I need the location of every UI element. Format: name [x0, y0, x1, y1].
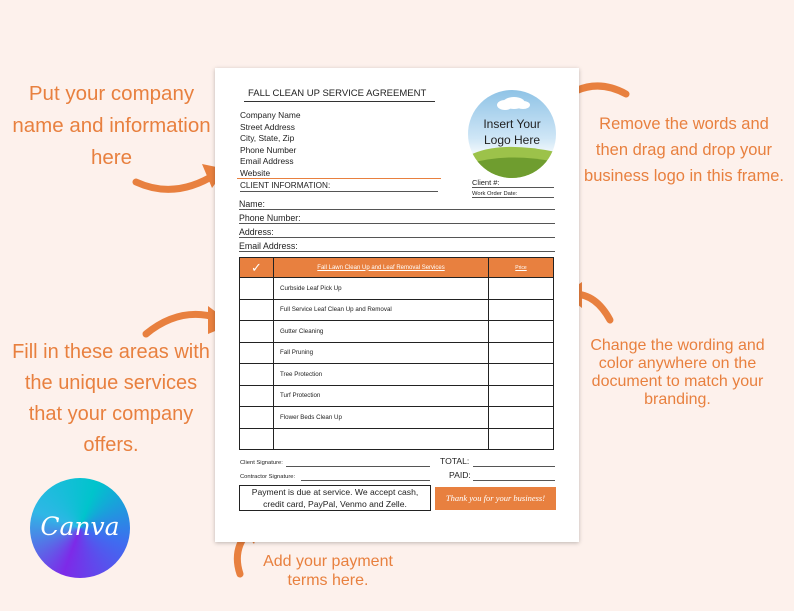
document-title: FALL CLEAN UP SERVICE AGREEMENT [244, 88, 435, 102]
service-cell[interactable]: Fall Pruning [274, 342, 489, 364]
service-cell[interactable]: Tree Protection [274, 364, 489, 386]
callout-services: Fill in these areas with the unique services that your company offers. [12, 341, 210, 456]
table-row [240, 385, 554, 407]
price-cell[interactable] [489, 364, 554, 386]
client-signature-line[interactable] [286, 466, 430, 467]
check-cell[interactable] [240, 321, 274, 343]
company-phone: Phone Number [240, 144, 297, 155]
company-city: City, State, Zip [240, 133, 295, 143]
table-row [240, 342, 554, 364]
company-info [240, 110, 301, 179]
canva-logo-text: Canva [40, 512, 120, 541]
canva-logo [30, 478, 130, 578]
price-header: Price [489, 258, 554, 278]
contractor-signature-line[interactable] [301, 480, 430, 481]
check-cell[interactable] [240, 342, 274, 364]
check-header [240, 258, 274, 278]
callout-branding: Change the wording and color anywhere on the document to match your branding. [590, 337, 765, 408]
check-cell[interactable] [240, 407, 274, 429]
logo-placeholder-text [468, 116, 556, 148]
table-row [240, 299, 554, 321]
service-cell[interactable]: Flower Beds Clean Up [274, 407, 489, 429]
price-cell[interactable] [489, 321, 554, 343]
service-header: Fall Lawn Clean Up and Leaf Removal Services [274, 258, 489, 278]
service-cell[interactable]: Full Service Leaf Clean Up and Removal [274, 299, 489, 321]
price-cell[interactable] [489, 385, 554, 407]
table-row [240, 428, 554, 450]
service-cell[interactable]: Gutter Cleaning [274, 321, 489, 343]
service-cell[interactable]: Turf Protection [274, 385, 489, 407]
logo-text-line-2: Logo Here [483, 133, 541, 147]
check-cell[interactable] [240, 299, 274, 321]
client-info-heading: CLIENT INFORMATION: [240, 181, 438, 192]
check-cell[interactable] [240, 278, 274, 300]
paid-line[interactable] [473, 480, 555, 481]
client-name-field[interactable]: Name: [239, 199, 555, 210]
table-row [240, 407, 554, 429]
checkmark-icon: ✓ [251, 259, 262, 275]
contractor-signature-label: Contractor Signature: [240, 474, 296, 480]
price-cell[interactable] [489, 407, 554, 429]
payment-terms-line-1: Payment is due at service. We accept cash, [251, 487, 419, 497]
service-cell[interactable] [274, 428, 489, 450]
total-line[interactable] [473, 466, 555, 467]
service-agreement-document [215, 68, 579, 542]
payment-terms-box[interactable] [239, 485, 431, 511]
client-signature-label: Client Signature: [240, 460, 283, 466]
client-email-field[interactable]: Email Address: [239, 241, 555, 252]
paid-label: PAID: [449, 470, 471, 480]
company-name: Company Name [240, 110, 301, 120]
service-cell[interactable]: Curbside Leaf Pick Up [274, 278, 489, 300]
company-street: Street Address [240, 121, 295, 132]
client-phone-field[interactable]: Phone Number: [239, 213, 555, 224]
client-number-field[interactable]: Client #: [472, 178, 554, 188]
logo-frame[interactable] [468, 90, 556, 178]
check-cell[interactable] [240, 364, 274, 386]
client-address-field[interactable]: Address: [239, 227, 555, 238]
callout-logo: Remove the words and then drag and drop your business logo in this frame. [584, 115, 784, 185]
price-cell[interactable] [489, 342, 554, 364]
price-cell[interactable] [489, 428, 554, 450]
work-order-date-field[interactable]: Work Order Date: [472, 191, 554, 198]
company-website: Website [240, 167, 271, 178]
table-row [240, 364, 554, 386]
table-row [240, 278, 554, 300]
price-cell[interactable] [489, 299, 554, 321]
services-table-header [240, 258, 554, 278]
price-cell[interactable] [489, 278, 554, 300]
check-cell[interactable] [240, 428, 274, 450]
table-row [240, 321, 554, 343]
services-table [239, 257, 554, 450]
logo-text-line-1: Insert Your [483, 117, 541, 131]
total-label: TOTAL: [440, 456, 470, 466]
check-cell[interactable] [240, 385, 274, 407]
callout-company: Put your company name and information here [12, 82, 211, 169]
payment-terms-line-2: credit card, PayPal, Venmo and Zelle. [263, 498, 407, 509]
thank-you-banner: Thank you for your business! [435, 487, 556, 510]
callout-payment: Add your payment terms here. [263, 553, 393, 589]
company-divider [237, 178, 441, 179]
company-email: Email Address [240, 156, 294, 166]
